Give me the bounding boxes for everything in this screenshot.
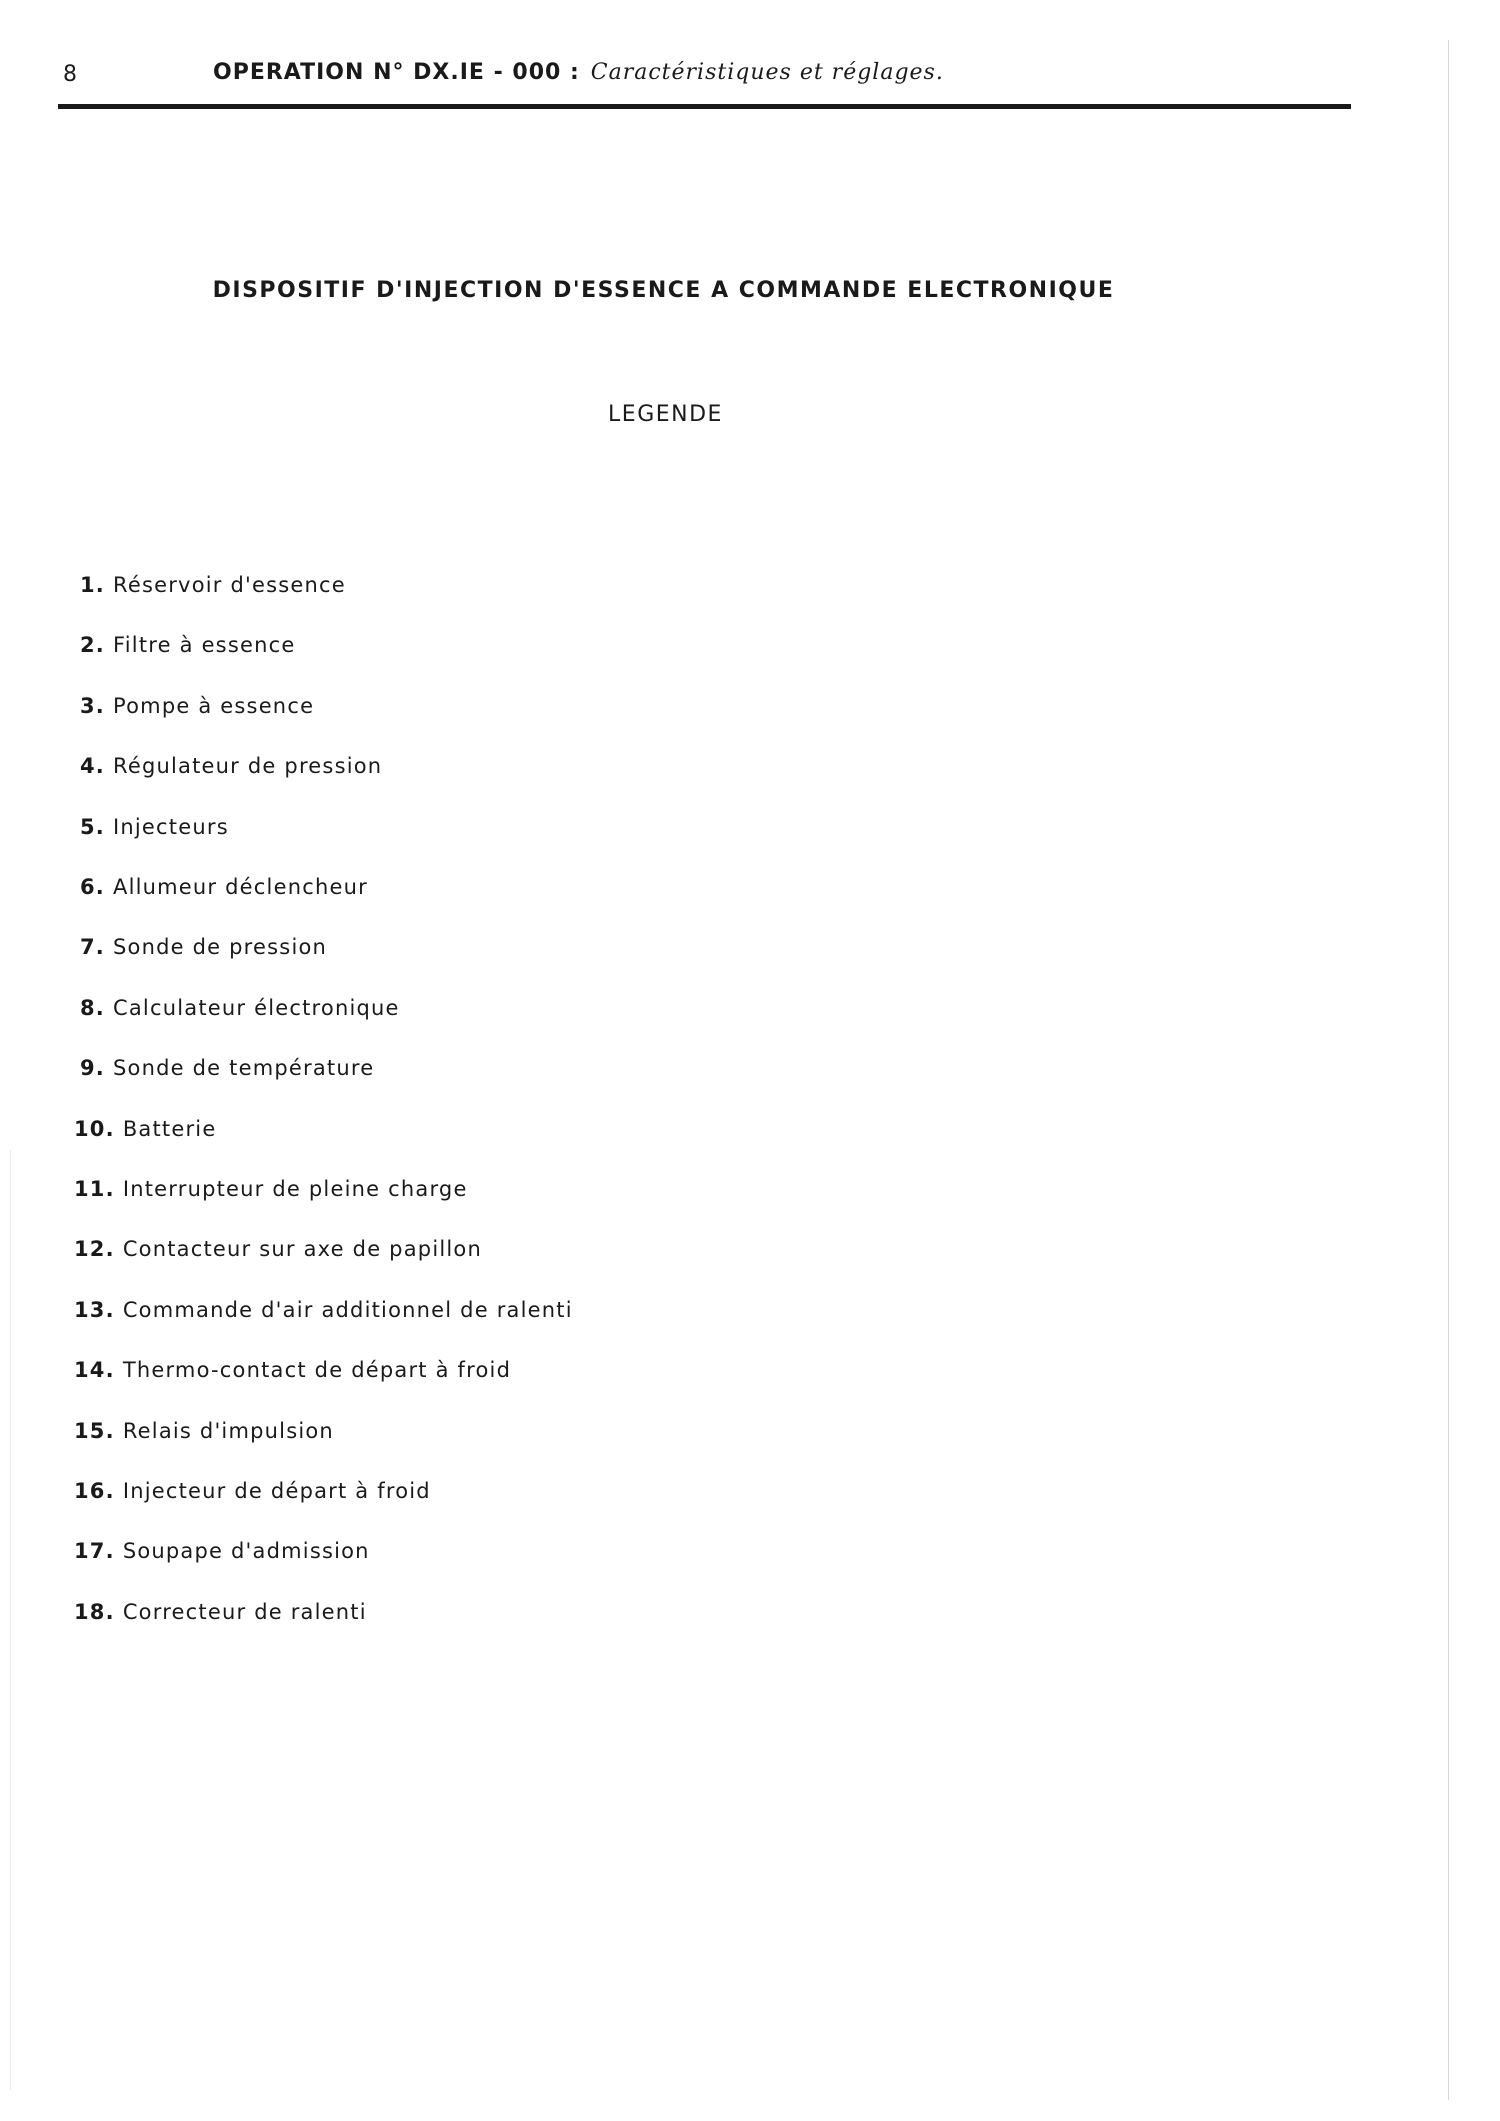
legend-item-number: 1.	[80, 573, 105, 597]
legend-item-label: Contacteur sur axe de papillon	[122, 1237, 482, 1261]
legend-item-label: Thermo-contact de départ à froid	[122, 1358, 512, 1382]
legend-item	[80, 932, 327, 962]
legend-item-number: 12.	[74, 1237, 115, 1261]
legend-item	[80, 872, 368, 902]
legend-item-label: Batterie	[122, 1117, 217, 1141]
legend-item-label: Filtre à essence	[113, 633, 296, 657]
legend-item-label: Régulateur de pression	[113, 754, 383, 778]
legend-item-number: 7.	[80, 935, 105, 959]
legend-item-label: Calculateur électronique	[113, 996, 400, 1020]
legend-item-number: 2.	[80, 633, 105, 657]
running-header-subtitle: Caractéristiques et réglages.	[590, 60, 944, 85]
legend-item-number: 4.	[80, 754, 105, 778]
legend-item-label: Injecteurs	[113, 815, 229, 839]
legend-item	[74, 1536, 370, 1566]
legend-item-label: Relais d'impulsion	[122, 1419, 334, 1443]
legend-item	[80, 812, 229, 842]
operation-reference: OPERATION N° DX.IE - 000 :	[213, 60, 580, 85]
legend-item-label: Correcteur de ralenti	[122, 1600, 367, 1624]
legend-item	[80, 751, 382, 781]
scan-edge-mark	[1448, 40, 1449, 2100]
legend-item	[74, 1355, 511, 1385]
legend-item-label: Injecteur de départ à froid	[122, 1479, 431, 1503]
running-header	[213, 60, 944, 85]
legend-item	[74, 1295, 573, 1325]
legend-item-number: 11.	[74, 1177, 115, 1201]
legend-item	[74, 1114, 216, 1144]
document-title: DISPOSITIF D'INJECTION D'ESSENCE A COMMANDE ELECTRONIQUE	[212, 278, 1115, 303]
legend-item-label: Sonde de température	[113, 1056, 375, 1080]
legend-item-label: Soupape d'admission	[122, 1539, 370, 1563]
legend-item-number: 15.	[74, 1419, 115, 1443]
legend-item	[80, 691, 314, 721]
legend-item	[74, 1597, 367, 1627]
legend-item-number: 13.	[74, 1298, 115, 1322]
legend-item-number: 8.	[80, 996, 105, 1020]
legend-item	[80, 570, 346, 600]
legend-item	[74, 1234, 482, 1264]
legend-item-number: 9.	[80, 1056, 105, 1080]
legend-heading: LEGENDE	[608, 402, 723, 427]
legend-item-number: 5.	[80, 815, 105, 839]
legend-item-number: 17.	[74, 1539, 115, 1563]
legend-item-number: 3.	[80, 694, 105, 718]
legend-item-label: Pompe à essence	[113, 694, 315, 718]
legend-item-number: 6.	[80, 875, 105, 899]
legend-item	[74, 1416, 334, 1446]
legend-item-label: Commande d'air additionnel de ralenti	[122, 1298, 573, 1322]
legend-item-number: 18.	[74, 1600, 115, 1624]
legend-item-number: 14.	[74, 1358, 115, 1382]
legend-item	[80, 630, 295, 660]
legend-item	[74, 1476, 431, 1506]
legend-item	[80, 993, 400, 1023]
legend-item-number: 16.	[74, 1479, 115, 1503]
legend-item-label: Sonde de pression	[113, 935, 328, 959]
legend-item-label: Interrupteur de pleine charge	[122, 1177, 468, 1201]
header-rule	[58, 104, 1351, 109]
legend-item-label: Allumeur déclencheur	[113, 875, 368, 899]
scan-edge-mark	[10, 1150, 11, 2090]
page-number: 8	[63, 62, 77, 87]
legend-item-label: Réservoir d'essence	[113, 573, 346, 597]
legend-item	[80, 1053, 374, 1083]
legend-item	[74, 1174, 468, 1204]
legend-item-number: 10.	[74, 1117, 115, 1141]
